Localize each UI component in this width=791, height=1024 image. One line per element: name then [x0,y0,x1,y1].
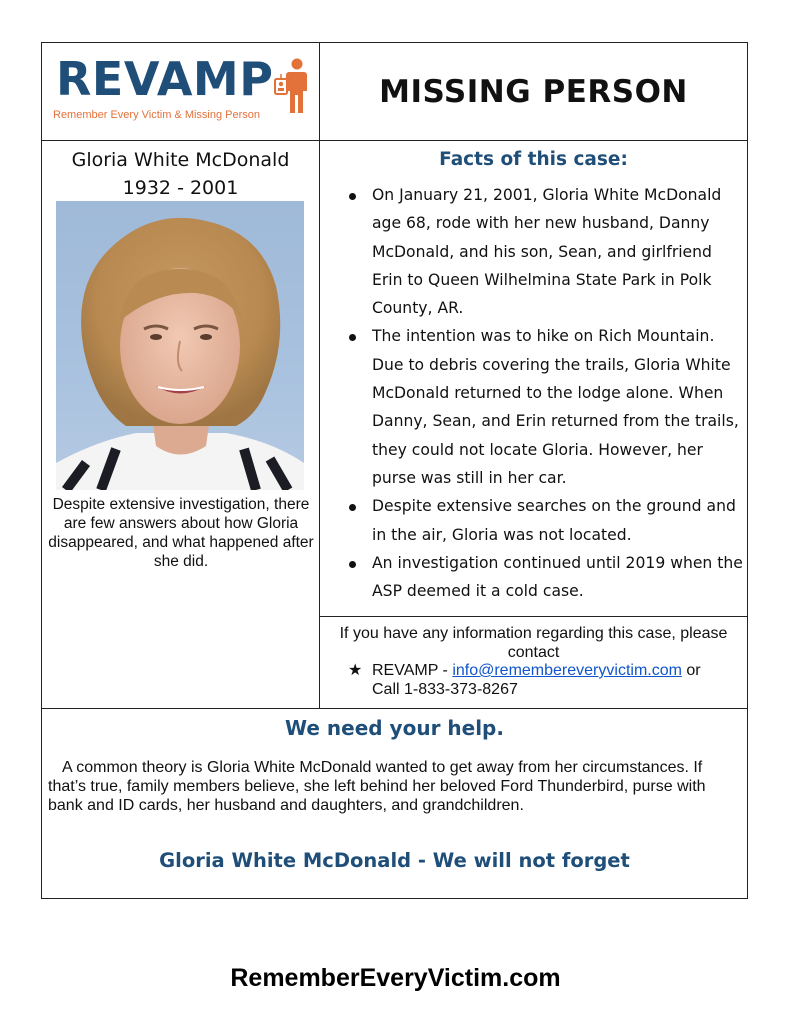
facts-heading: Facts of this case: [439,149,628,170]
fact-text: On January 21, 2001, Gloria White McDonald age 68, rode with her new husband, Danny McDonald, and his son, Sean, and girlfriend Erin to Queen Wilhelmina State Park in Polk County, AR. [372,186,722,318]
fact-text: Despite extensive searches on the ground and in the air, Gloria was not located. [372,497,736,544]
logo-tagline: Remember Every Victim & Missing Person [53,109,261,121]
contact-phone: Call 1-833-373-8267 [372,680,518,698]
contact-line [320,662,747,699]
person-photo [56,201,304,490]
help-body-text: A common theory is Gloria White McDonald wanted to get away from her circumstances. If that’s true, family members believe, she left behind her beloved Ford Thunderbird, purse with bank and ID cards, her husband and daughters, and grandchildren. [48,759,706,814]
help-heading: We need your help. [285,716,504,740]
list-item [340,549,744,606]
fact-text: An investigation continued until 2019 when the ASP deemed it a cold case. [372,553,743,601]
contact-or: or [681,662,701,679]
page-title: MISSING PERSON [379,73,688,110]
logo-wordmark: REVAMP [56,52,274,106]
facts-list [340,181,744,605]
contact-intro: If you have any information regarding this case, please contact [339,625,728,661]
person-name: Gloria White McDonald [71,149,290,171]
section-divider [42,708,747,709]
list-item [340,322,744,492]
contact-block [320,625,747,699]
bullet-icon [349,193,356,200]
portrait-illustration [56,201,304,490]
bullet-icon [349,334,356,341]
star-icon: ★ [348,662,363,679]
photo-caption: Despite extensive investigation, there are few answers about how Gloria disappeared, and what happened after she did. [48,496,314,570]
footer-website: RememberEveryVictim.com [230,964,561,992]
revamp-logo [42,43,319,140]
bullet-icon [349,504,356,511]
bullet-icon [349,561,356,568]
header-divider [42,140,747,141]
closing-statement: Gloria White McDonald - We will not forget [159,849,630,872]
person-with-id-badge-icon [272,57,312,115]
person-years: 1932 - 2001 [122,177,239,199]
fact-text: The intention was to hike on Rich Mountain. Due to debris covering the trails, Gloria White McDonald returned to the lodge alone. When Danny, Sean, and Erin returned from the trails, they could not locate Gloria. However, her purse was still in her car. [372,327,739,487]
column-divider [319,43,320,708]
list-item [340,181,744,322]
contact-org: REVAMP - [372,662,453,679]
list-item [340,492,744,549]
contact-divider [319,616,747,617]
missing-person-flyer [41,42,748,899]
email-link[interactable]: info@remembereveryvictim.com [452,662,682,679]
